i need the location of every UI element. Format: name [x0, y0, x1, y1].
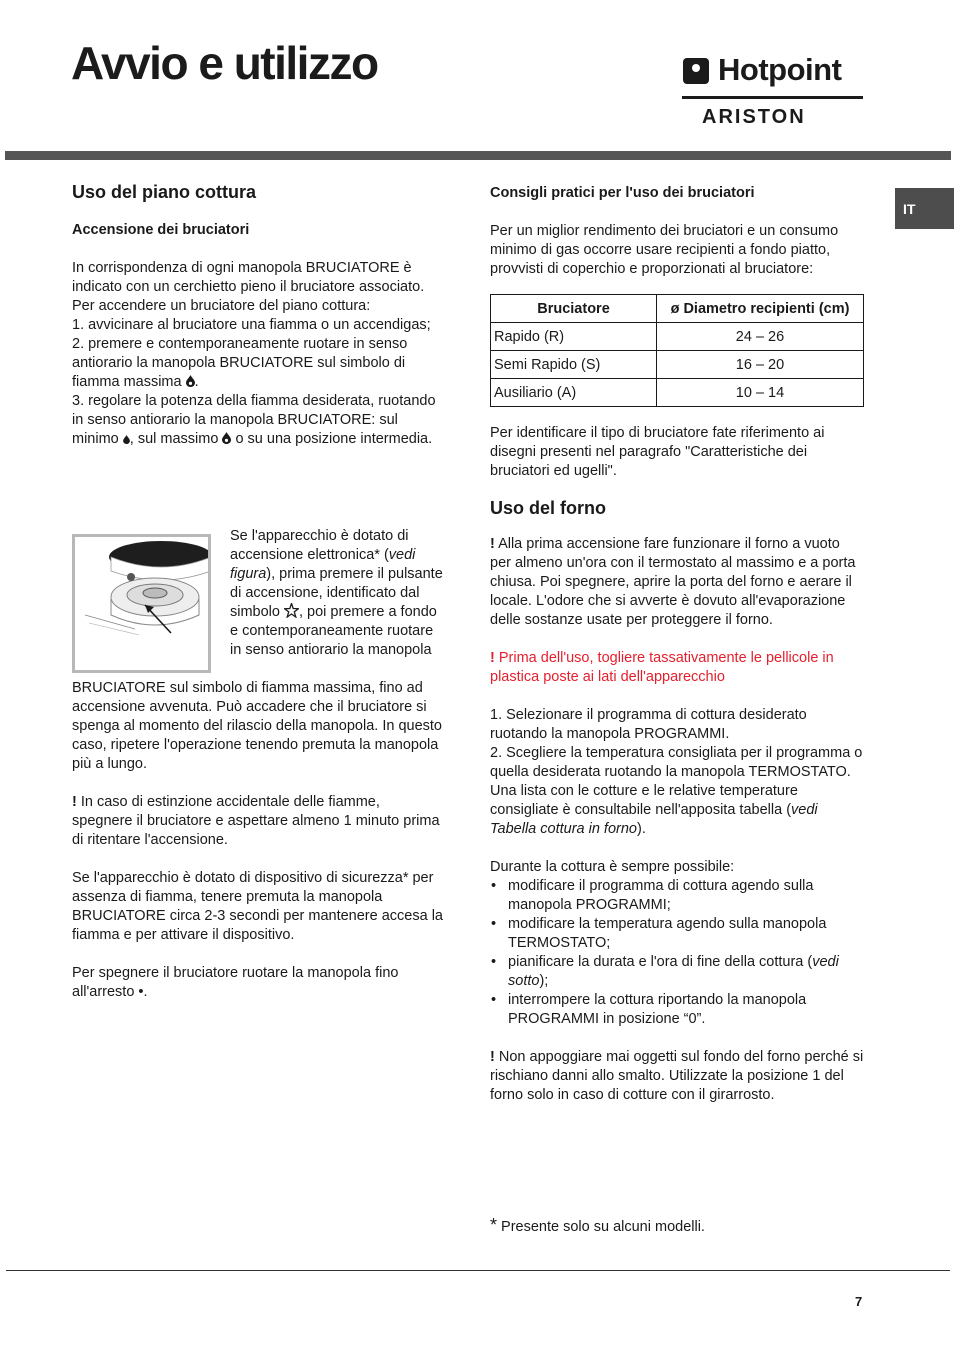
left-column — [72, 181, 444, 449]
warning-note-red: ! Prima dell'uso, togliere tassativamente le pellicole in plastica poste ai lati dell'apparecchio — [490, 650, 834, 685]
table-header-row — [491, 295, 864, 323]
step-item: 3. regolare la potenza della fiamma desiderata, ruotando in senso antiorario la manopola BRUCIATORE: sul minimo , sul massimo o su una posizione intermedia. — [72, 393, 436, 447]
paragraph: Se l'apparecchio è dotato di dispositivo di sicurezza* per assenza di fiamma, tenere premuta la manopola BRUCIATORE circa 2-3 secondi per mantenere accesa la fiamma e per attivare il dispositivo. — [72, 870, 443, 943]
table-cell: 10 – 14 — [657, 379, 864, 407]
warning-note: ! Alla prima accensione fare funzionare il forno a vuoto per almeno un'ora con il termostato al massimo e a porta chiusa. Poi spegnere, aprire la porta del forno e aerare il locale. L'odore che si avverte è dovuto all'evaporazione delle sostanze usate per proteggere il forno. — [490, 536, 856, 628]
flame-max-icon — [222, 432, 231, 444]
step-item: 1. Selezionare il programma di cottura desiderato ruotando la manopola PROGRAMMI. — [490, 707, 807, 742]
right-column-top — [490, 184, 864, 279]
paragraph: Per un miglior rendimento dei bruciatori e un consumo minimo di gas occorre usare recipienti a fondo piatto, provvisti di coperchio e proporzionati al bruciatore: — [490, 223, 839, 277]
paragraph: Durante la cottura è sempre possibile: — [490, 859, 735, 875]
footnote: * Presente solo su alcuni modelli. — [490, 1215, 705, 1235]
list-item: • modificare la temperatura agendo sulla manopola TERMOSTATO; — [490, 915, 864, 953]
section-title-hob: Uso del piano cottura — [72, 182, 257, 202]
table-row — [491, 379, 864, 407]
paragraph: Per identificare il tipo di bruciatore fate riferimento ai disegni presenti nel paragrafo "Caratteristiche dei bruciatori ed ugelli". — [490, 425, 825, 479]
paragraph: BRUCIATORE sul simbolo di fiamma massima, fino ad accensione avvenuta. Può accadere che il bruciatore si spenga al momento del rilascio della manopola. In questo caso, ripetere l'operazione tenendo premuta la manopola più a lungo. — [72, 680, 442, 772]
section-title-oven: Uso del forno — [490, 498, 606, 518]
bullet-list — [490, 877, 864, 1029]
paragraph: In corrispondenza di ogni manopola BRUCIATORE è indicato con un cerchietto pieno il bruciatore associato. — [72, 260, 425, 295]
logo-divider — [682, 96, 863, 99]
language-tab: IT — [895, 188, 954, 229]
brand-logo — [682, 54, 864, 132]
page-number: 7 — [855, 1294, 863, 1309]
footer-divider — [6, 1270, 950, 1271]
logo-sub-text: ARISTON — [702, 106, 806, 128]
table-cell: Semi Rapido (S) — [491, 351, 657, 379]
step-item: 2. premere e contemporaneamente ruotare in senso antiorario la manopola BRUCIATORE sul simbolo di fiamma massima . — [72, 336, 408, 390]
paragraph: Per spegnere il bruciatore ruotare la manopola fino all'arresto •. — [72, 965, 399, 1000]
burner-figure — [72, 534, 211, 673]
paragraph: Per accendere un bruciatore del piano cottura: — [72, 298, 371, 314]
table-header-cell: ø Diametro recipienti (cm) — [657, 295, 864, 323]
warning-note: ! Non appoggiare mai oggetti sul fondo del forno perché si rischiano danni allo smalto. Utilizzate la posizione 1 del forno solo in caso di cotture con il girarrosto. — [490, 1049, 864, 1103]
right-column-lower — [490, 424, 864, 1105]
list-item: • modificare il programma di cottura agendo sulla manopola PROGRAMMI; — [490, 877, 864, 915]
warning-icon: ! — [490, 536, 495, 552]
subheading-tips: Consigli pratici per l'uso dei bruciatori — [490, 185, 755, 201]
table-header-cell: Bruciatore — [491, 295, 657, 323]
table-cell: Rapido (R) — [491, 323, 657, 351]
list-item: • interrompere la cottura riportando la manopola PROGRAMMI in posizione “0”. — [490, 991, 864, 1029]
warning-icon: ! — [490, 650, 495, 666]
table-row — [491, 351, 864, 379]
logo-brand-text: Hotpoint — [718, 52, 842, 87]
figure-caption-text: Se l'apparecchio è dotato di accensione elettronica* (vedi figura), prima premere il pulsante di accensione, identificato dal simbolo , poi premere a fondo e contemporaneamente ruotare in senso antiorario la manopola — [230, 528, 443, 658]
header-bar — [5, 151, 951, 160]
step-item: 1. avvicinare al bruciatore una fiamma o un accendigas; — [72, 317, 431, 333]
paragraph: Una lista con le cotture e le relative temperature consigliate è consultabile nell'apposita tabella (vedi Tabella cottura in forno). — [490, 783, 818, 837]
table-cell: 16 – 20 — [657, 351, 864, 379]
left-column-lower — [72, 679, 444, 1002]
burner-illustration-icon — [75, 537, 208, 670]
burner-table — [490, 294, 864, 407]
footnote-asterisk: * — [490, 1215, 498, 1235]
warning-note: ! In caso di estinzione accidentale delle fiamme, spegnere il bruciatore e aspettare almeno 1 minuto prima di ritentare l'accensione. — [72, 794, 440, 848]
flame-max-icon — [186, 375, 195, 387]
warning-icon: ! — [72, 794, 77, 810]
warning-icon: ! — [490, 1049, 495, 1065]
page-title: Avvio e utilizzo — [71, 37, 378, 89]
spark-ignition-icon — [284, 603, 299, 618]
step-item: 2. Scegliere la temperatura consigliata per il programma o quella desiderata ruotando la manopola TERMOSTATO. — [490, 745, 863, 780]
list-item: • pianificare la durata e l'ora di fine della cottura (vedi sotto); — [490, 953, 864, 991]
table-cell: Ausiliario (A) — [491, 379, 657, 407]
logo-mark-icon — [683, 58, 709, 84]
table-cell: 24 – 26 — [657, 323, 864, 351]
subheading-ignition: Accensione dei bruciatori — [72, 222, 250, 238]
flame-min-icon — [123, 435, 130, 444]
table-row — [491, 323, 864, 351]
